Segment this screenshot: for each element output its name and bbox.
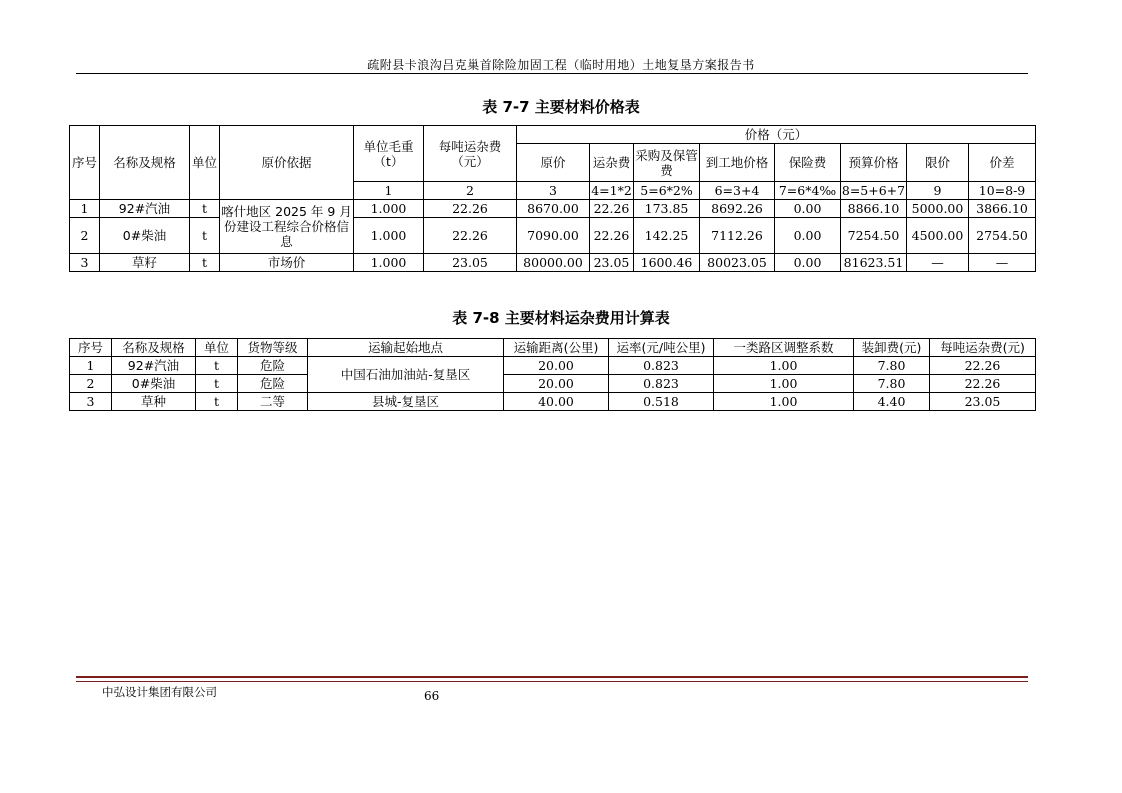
header-route: 运输起始地点 xyxy=(308,339,504,357)
cell-diff: 3866.10 xyxy=(969,200,1036,218)
cell-budget: 81623.51 xyxy=(841,254,907,272)
cell-orig: 8670.00 xyxy=(517,200,590,218)
cell-diff: 2754.50 xyxy=(969,218,1036,254)
cell-basis-merged: 喀什地区 2025 年 9 月份建设工程综合价格信息 xyxy=(220,200,354,254)
cell-name: 92#汽油 xyxy=(112,357,196,375)
cell-distance: 20.00 xyxy=(504,357,609,375)
cell-coefficient: 1.00 xyxy=(714,375,854,393)
formula-cell: 1 xyxy=(354,182,424,200)
cell-weight: 1.000 xyxy=(354,254,424,272)
table-row xyxy=(70,357,1036,375)
header-budget: 预算价格 xyxy=(841,144,907,182)
cell-fee: 22.26 xyxy=(930,357,1036,375)
header-purchase: 采购及保管费 xyxy=(634,144,700,182)
cell-route-merged: 中国石油加油站-复垦区 xyxy=(308,357,504,393)
table-row xyxy=(70,254,1036,272)
cell-insure: 0.00 xyxy=(775,254,841,272)
cell-freight: 23.05 xyxy=(424,254,517,272)
cell-limit: — xyxy=(907,254,969,272)
header-basis: 原价依据 xyxy=(220,126,354,200)
cell-freight: 22.26 xyxy=(424,200,517,218)
cell-unit: t xyxy=(196,393,238,411)
cell-distance: 40.00 xyxy=(504,393,609,411)
footer-company: 中弘设计集团有限公司 xyxy=(102,685,217,699)
cell-freight: 22.26 xyxy=(424,218,517,254)
cell-unit: t xyxy=(190,254,220,272)
cell-rate: 0.518 xyxy=(609,393,714,411)
formula-cell: 2 xyxy=(424,182,517,200)
table-row xyxy=(70,393,1036,411)
cell-insure: 0.00 xyxy=(775,200,841,218)
cell-trans: 23.05 xyxy=(590,254,634,272)
formula-cell: 3 xyxy=(517,182,590,200)
cell-site: 7112.26 xyxy=(700,218,775,254)
cell-unit: t xyxy=(190,200,220,218)
cell-name: 92#汽油 xyxy=(100,200,190,218)
cell-limit: 5000.00 xyxy=(907,200,969,218)
header-unit: 单位 xyxy=(190,126,220,200)
formula-cell: 5=6*2% xyxy=(634,182,700,200)
cell-site: 80023.05 xyxy=(700,254,775,272)
formula-cell: 8=5+6+7 xyxy=(841,183,906,198)
cell-basis: 市场价 xyxy=(220,254,354,272)
header-rate: 运率(元/吨公里) xyxy=(609,339,714,357)
cell-fee: 22.26 xyxy=(930,375,1036,393)
formula-cell: 6=3+4 xyxy=(700,182,775,200)
cell-coefficient: 1.00 xyxy=(714,393,854,411)
table-row xyxy=(70,218,1036,254)
formula-cell: 10=8-9 xyxy=(969,182,1036,200)
header-insure: 保险费 xyxy=(775,144,841,182)
header-diff: 价差 xyxy=(969,144,1036,182)
cell-loading: 7.80 xyxy=(854,357,930,375)
cell-rate: 0.823 xyxy=(609,375,714,393)
cell-rate: 0.823 xyxy=(609,357,714,375)
running-header: 疏附县卡浪沟吕克巢首除险加固工程（临时用地）土地复垦方案报告书 xyxy=(367,58,755,72)
header-grade: 货物等级 xyxy=(238,339,308,357)
header-seq: 序号 xyxy=(70,126,100,200)
cell-budget: 8866.10 xyxy=(841,200,907,218)
footer-rule-thick xyxy=(76,676,1028,678)
header-loading: 装卸费(元) xyxy=(854,339,930,357)
cell-orig: 80000.00 xyxy=(517,254,590,272)
cell-trans: 22.26 xyxy=(590,218,634,254)
header-orig: 原价 xyxy=(517,144,590,182)
cell-distance: 20.00 xyxy=(504,375,609,393)
formula-cell: 9 xyxy=(907,182,969,200)
header-weight: 单位毛重（t） xyxy=(354,126,424,182)
header-name: 名称及规格 xyxy=(112,339,196,357)
cell-purchase: 142.25 xyxy=(634,218,700,254)
cell-insure: 0.00 xyxy=(775,218,841,254)
header-seq: 序号 xyxy=(70,339,112,357)
header-name: 名称及规格 xyxy=(100,126,190,200)
cell-site: 8692.26 xyxy=(700,200,775,218)
cell-unit: t xyxy=(190,218,220,254)
cell-weight: 1.000 xyxy=(354,218,424,254)
header-coefficient: 一类路区调整系数 xyxy=(714,339,854,357)
header-rule xyxy=(76,73,1028,74)
header-distance: 运输距离(公里) xyxy=(504,339,609,357)
cell-orig: 7090.00 xyxy=(517,218,590,254)
cell-purchase: 173.85 xyxy=(634,200,700,218)
cell-name: 0#柴油 xyxy=(100,218,190,254)
cell-seq: 3 xyxy=(70,393,112,411)
cell-seq: 1 xyxy=(70,200,100,218)
cell-coefficient: 1.00 xyxy=(714,357,854,375)
cell-seq: 3 xyxy=(70,254,100,272)
table-row xyxy=(70,375,1036,393)
header-price-group: 价格（元） xyxy=(517,126,1036,144)
table-row xyxy=(70,200,1036,218)
freight-calculation-table xyxy=(69,338,1036,411)
cell-seq: 1 xyxy=(70,357,112,375)
cell-loading: 4.40 xyxy=(854,393,930,411)
material-price-table xyxy=(69,125,1036,272)
cell-unit: t xyxy=(196,375,238,393)
cell-fee: 23.05 xyxy=(930,393,1036,411)
cell-unit: t xyxy=(196,357,238,375)
cell-name: 草籽 xyxy=(100,254,190,272)
table-7-8-title: 表 7-8 主要材料运杂费用计算表 xyxy=(452,309,670,327)
formula-cell: 7=6*4‰ xyxy=(775,182,841,200)
cell-name: 草种 xyxy=(112,393,196,411)
header-unit: 单位 xyxy=(196,339,238,357)
cell-seq: 2 xyxy=(70,375,112,393)
header-trans: 运杂费 xyxy=(590,144,634,182)
cell-trans: 22.26 xyxy=(590,200,634,218)
cell-grade: 二等 xyxy=(238,393,308,411)
header-site: 到工地价格 xyxy=(700,144,775,182)
cell-weight: 1.000 xyxy=(354,200,424,218)
cell-name: 0#柴油 xyxy=(112,375,196,393)
cell-route: 县城-复垦区 xyxy=(308,393,504,411)
header-fee: 每吨运杂费(元) xyxy=(930,339,1036,357)
header-freight: 每吨运杂费（元） xyxy=(424,126,517,182)
page-number: 66 xyxy=(424,689,440,703)
cell-loading: 7.80 xyxy=(854,375,930,393)
header-limit: 限价 xyxy=(907,144,969,182)
cell-budget: 7254.50 xyxy=(841,218,907,254)
cell-diff: — xyxy=(969,254,1036,272)
cell-purchase: 1600.46 xyxy=(634,254,700,272)
formula-cell: 4=1*2 xyxy=(591,183,632,198)
cell-grade: 危险 xyxy=(238,375,308,393)
cell-limit: 4500.00 xyxy=(907,218,969,254)
cell-seq: 2 xyxy=(70,218,100,254)
cell-grade: 危险 xyxy=(238,357,308,375)
footer-rule-thin xyxy=(76,681,1028,682)
table-7-7-title: 表 7-7 主要材料价格表 xyxy=(482,98,640,116)
